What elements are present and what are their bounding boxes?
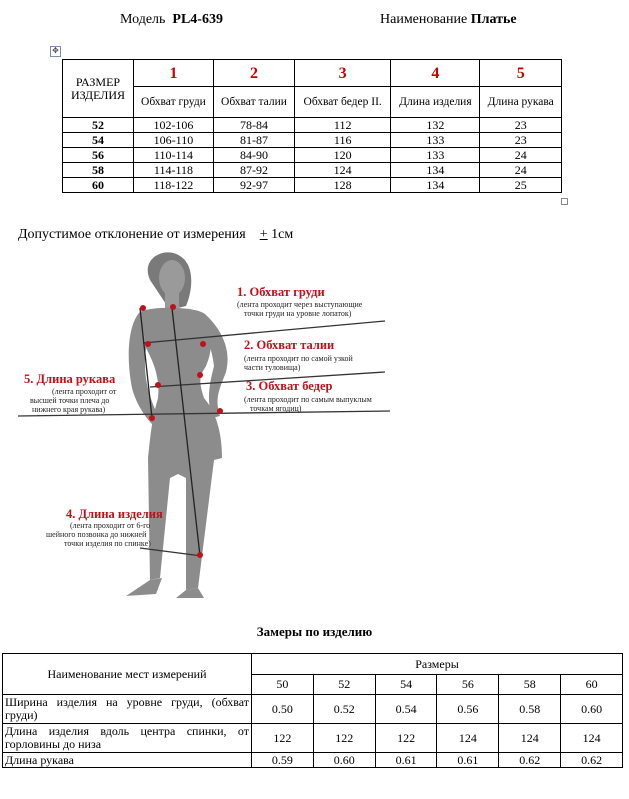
annotation-title: 1. Обхват груди: [237, 285, 325, 299]
size-cell: 54: [375, 675, 437, 695]
cell: 24: [480, 148, 562, 163]
cell: 58: [63, 163, 134, 178]
name-label: Наименование: [380, 12, 468, 27]
annotation-note: (лента проходит по самой узкой: [244, 354, 353, 363]
annotation-title: 4. Длина изделия: [66, 507, 163, 521]
cell: 92-97: [213, 178, 294, 193]
col-label: Обхват талии: [213, 87, 294, 118]
tolerance-value: 1см: [271, 227, 294, 242]
annotation-waist: [244, 338, 353, 372]
cell: 0.62: [561, 753, 623, 768]
row-label: Ширина изделия на уровне груди, (обхват груди): [3, 695, 252, 724]
annotation-length: [46, 507, 163, 548]
table-row: [63, 163, 562, 178]
cell: 0.62: [499, 753, 561, 768]
annotation-note: (лента проходит по самым выпуклым: [244, 395, 372, 404]
annotation-note: (лента проходит от 6-го: [70, 521, 151, 530]
annotation-note: шейного позвонка до нижней: [46, 530, 147, 539]
cell: 110-114: [134, 148, 214, 163]
tolerance-text: Допустимое отклонение от измерения: [18, 227, 246, 242]
annotation-note: (лента проходит от: [52, 387, 117, 396]
cell: 134: [391, 178, 480, 193]
annotation-title: 2. Обхват талии: [244, 338, 335, 352]
cell: 133: [391, 148, 480, 163]
annotation-note: части туловища): [244, 363, 301, 372]
table-row: [3, 724, 623, 753]
cell: 122: [375, 724, 437, 753]
cell: 23: [480, 118, 562, 133]
cell: 56: [63, 148, 134, 163]
name-line: [380, 12, 517, 28]
size-cell: 58: [499, 675, 561, 695]
cell: 24: [480, 163, 562, 178]
col-label: Длина рукава: [480, 87, 562, 118]
annotation-note: точкам ягодиц): [250, 404, 302, 413]
table-row: [63, 178, 562, 193]
size-cell: 52: [313, 675, 375, 695]
annotation-note: высшей точки плеча до: [30, 396, 110, 405]
cell: 0.61: [437, 753, 499, 768]
annotation-note: нижнего края рукава): [32, 405, 106, 414]
cell: 0.54: [375, 695, 437, 724]
cell: 25: [480, 178, 562, 193]
cell: 122: [252, 724, 314, 753]
col-num: 2: [213, 60, 294, 87]
cell: 54: [63, 133, 134, 148]
cell: 0.58: [499, 695, 561, 724]
annotation-chest: [237, 285, 363, 318]
model-line: [120, 12, 223, 28]
model-label: Модель: [120, 12, 166, 27]
cell: 0.61: [375, 753, 437, 768]
cell: 124: [437, 724, 499, 753]
size-cell: 50: [252, 675, 314, 695]
measurements-table: [2, 653, 623, 768]
cell: 0.60: [313, 753, 375, 768]
col-label: Длина изделия: [391, 87, 480, 118]
annotation-note: (лента проходит через выступающие: [237, 300, 363, 309]
col-num: 5: [480, 60, 562, 87]
table-row: [63, 148, 562, 163]
cell: 124: [499, 724, 561, 753]
cell: 0.60: [561, 695, 623, 724]
row-label: Длина изделия вдоль центра спинки, от горловины до низа: [3, 724, 252, 753]
cell: 106-110: [134, 133, 214, 148]
table-row: [63, 133, 562, 148]
col-num: 1: [134, 60, 214, 87]
cell: 124: [295, 163, 391, 178]
model-value: PL4-639: [172, 12, 223, 27]
cell: 116: [295, 133, 391, 148]
measurements-title: Замеры по изделию: [256, 624, 373, 639]
cell: 78-84: [213, 118, 294, 133]
size-cell: 56: [437, 675, 499, 695]
size-header: РАЗМЕР ИЗДЕЛИЯ: [63, 60, 134, 118]
cell: 0.52: [313, 695, 375, 724]
annotation-hips: [244, 379, 372, 413]
annotation-title: 5. Длина рукава: [24, 372, 116, 386]
annotation-sleeve: [24, 372, 117, 414]
table-row: [3, 695, 623, 724]
table-resize-handle[interactable]: [561, 198, 568, 205]
sizes-header: Размеры: [252, 654, 623, 675]
annotation-note: точки груди на уровне лопаток): [244, 309, 352, 318]
measurement-figure: [0, 248, 629, 600]
cell: 0.50: [252, 695, 314, 724]
cell: 52: [63, 118, 134, 133]
plus-minus: +: [259, 227, 268, 242]
cell: 23: [480, 133, 562, 148]
tolerance-line: [18, 227, 293, 243]
cell: 134: [391, 163, 480, 178]
col-num: 3: [295, 60, 391, 87]
cell: 112: [295, 118, 391, 133]
name-header: Наименование мест измерений: [3, 654, 252, 695]
annotation-title: 3. Обхват бедер: [246, 379, 333, 393]
cell: 120: [295, 148, 391, 163]
cell: 114-118: [134, 163, 214, 178]
cell: 0.59: [252, 753, 314, 768]
cell: 118-122: [134, 178, 214, 193]
size-table: [62, 59, 562, 193]
col-num: 4: [391, 60, 480, 87]
cell: 81-87: [213, 133, 294, 148]
table-move-handle-icon[interactable]: ✥: [50, 46, 61, 57]
table-row: [3, 753, 623, 768]
size-cell: 60: [561, 675, 623, 695]
cell: 124: [561, 724, 623, 753]
annotation-note: точки изделия по спинке): [64, 539, 151, 548]
cell: 133: [391, 133, 480, 148]
cell: 60: [63, 178, 134, 193]
cell: 87-92: [213, 163, 294, 178]
cell: 132: [391, 118, 480, 133]
cell: 0.56: [437, 695, 499, 724]
row-label: Длина рукава: [3, 753, 252, 768]
cell: 122: [313, 724, 375, 753]
cell: 128: [295, 178, 391, 193]
table-row: [63, 118, 562, 133]
cell: 102-106: [134, 118, 214, 133]
col-label: Обхват груди: [134, 87, 214, 118]
name-value: Платье: [470, 12, 517, 27]
cell: 84-90: [213, 148, 294, 163]
col-label: Обхват бедер II.: [295, 87, 391, 118]
